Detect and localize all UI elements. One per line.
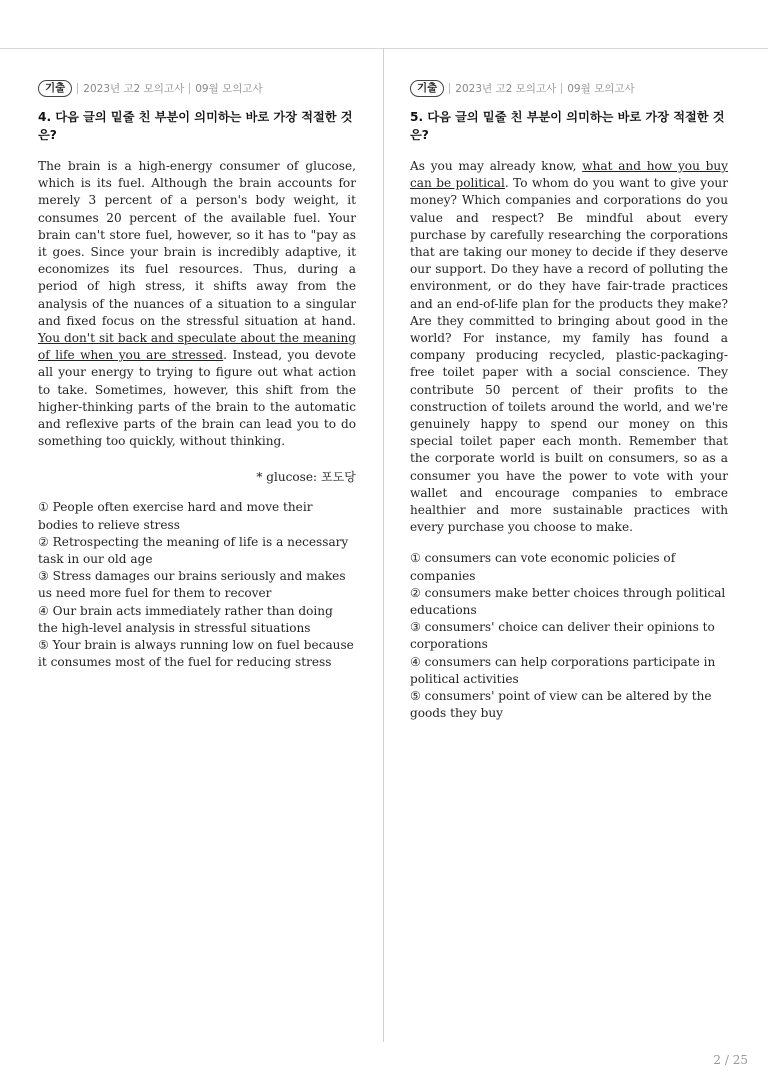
source-month: 09월 모의고사 — [195, 82, 263, 95]
header-rule — [0, 48, 768, 49]
source-tagline — [410, 78, 728, 98]
passage-text: The brain is a high-energy consumer of glucose, which is its fuel. Although the brain accounts for merely 3 percent of a person's body weight, it consumes 20 percent of the available fuel. Your brain can't store fuel, however, so it has to "pay as it goes. Since your brain is incredibly adaptive, it economizes its fuel resources. Thus, during a period of high stress, it shifts away from the analysis of the nuances of a situation to a singular and fixed focus on the stressful situation at hand. — [38, 159, 356, 328]
footnote: * glucose: 포도당 — [256, 470, 356, 485]
option-3[interactable]: ③ consumers' choice can deliver their opinions to corporations — [410, 620, 715, 652]
passage-text: As you may already know, — [410, 159, 583, 173]
option-1[interactable]: ① consumers can vote economic policies of companies — [410, 551, 676, 583]
passage-text: . To whom do you want to give your money? Which companies and corporations do you value and respect? Be mindful about every purchase by carefully researching the corporations that are taking our money to decide if they deserve our support. Do they have a record of polluting the environment, or do they have fair-trade practices and an end-of-life plan for the products they make? Are they committed to bringing about good in the world? For instance, my family has found a company producing recycled, plastic-packaging-free toilet paper with a social conscience. They contribute 50 percent of their profits to the construction of toilets around the world, and we're genuinely happy to spend our money on this special toilet paper each month. Remember that the corporate world is built on consumers, so as a consumer you have the power to vote with your wallet and encourage companies to embrace healthier and more sustainable practices with every purchase you choose to make. — [410, 176, 728, 535]
option-4[interactable]: ④ consumers can help corporations participate in political activities — [410, 654, 716, 686]
tag-separator — [77, 83, 78, 94]
option-4[interactable]: ④ Our brain acts immediately rather than doing the high-level analysis in stressful situations — [38, 603, 333, 635]
question-title: 5. 다음 글의 밑줄 친 부분이 의미하는 바로 가장 적절한 것은? — [410, 110, 725, 142]
column-divider — [383, 48, 384, 1042]
option-2[interactable]: ② Retrospecting the meaning of life is a necessary task in our old age — [38, 534, 349, 567]
passage-text: . Instead, you devote all your energy to trying to figure out what action to take. Sometimes, however, this shift from the higher-thinking parts of the brain to the automatic and reflexive parts of the brain can lead you to do something too quickly, without thinking. — [38, 348, 356, 449]
tag-separator — [561, 83, 562, 94]
tag-separator — [189, 83, 190, 94]
option-5[interactable]: ⑤ consumers' point of view can be altered by the goods they buy — [410, 689, 712, 721]
source-year: 2023년 고2 모의고사 — [455, 82, 557, 95]
option-2[interactable]: ② consumers make better choices through political educations — [410, 585, 726, 618]
question-title: 4. 다음 글의 밑줄 친 부분이 의미하는 바로 가장 적절한 것은? — [38, 110, 353, 142]
option-1[interactable]: ① People often exercise hard and move their bodies to relieve stress — [38, 500, 313, 532]
source-month: 09월 모의고사 — [567, 82, 635, 95]
passage — [410, 158, 728, 536]
source-year: 2023년 고2 모의고사 — [83, 82, 185, 95]
question-5 — [410, 78, 728, 723]
option-5[interactable]: ⑤ Your brain is always running low on fuel because it consumes most of the fuel for reducing stress — [38, 638, 354, 670]
tag-separator — [449, 83, 450, 94]
passage — [38, 158, 356, 450]
underlined-phrase: You don't sit back and speculate about the meaning of life when you are stressed — [38, 331, 356, 363]
page-number: 2 / 25 — [713, 1053, 748, 1067]
answer-options — [38, 499, 356, 671]
source-tagline — [38, 78, 356, 98]
question-4 — [38, 78, 356, 671]
past-exam-badge: 기출 — [410, 80, 444, 97]
past-exam-badge: 기출 — [38, 80, 72, 97]
underlined-phrase: what and how you buy can be political — [410, 159, 728, 191]
answer-options — [410, 550, 728, 722]
option-3[interactable]: ③ Stress damages our brains seriously and makes us need more fuel for them to recover — [38, 569, 346, 601]
